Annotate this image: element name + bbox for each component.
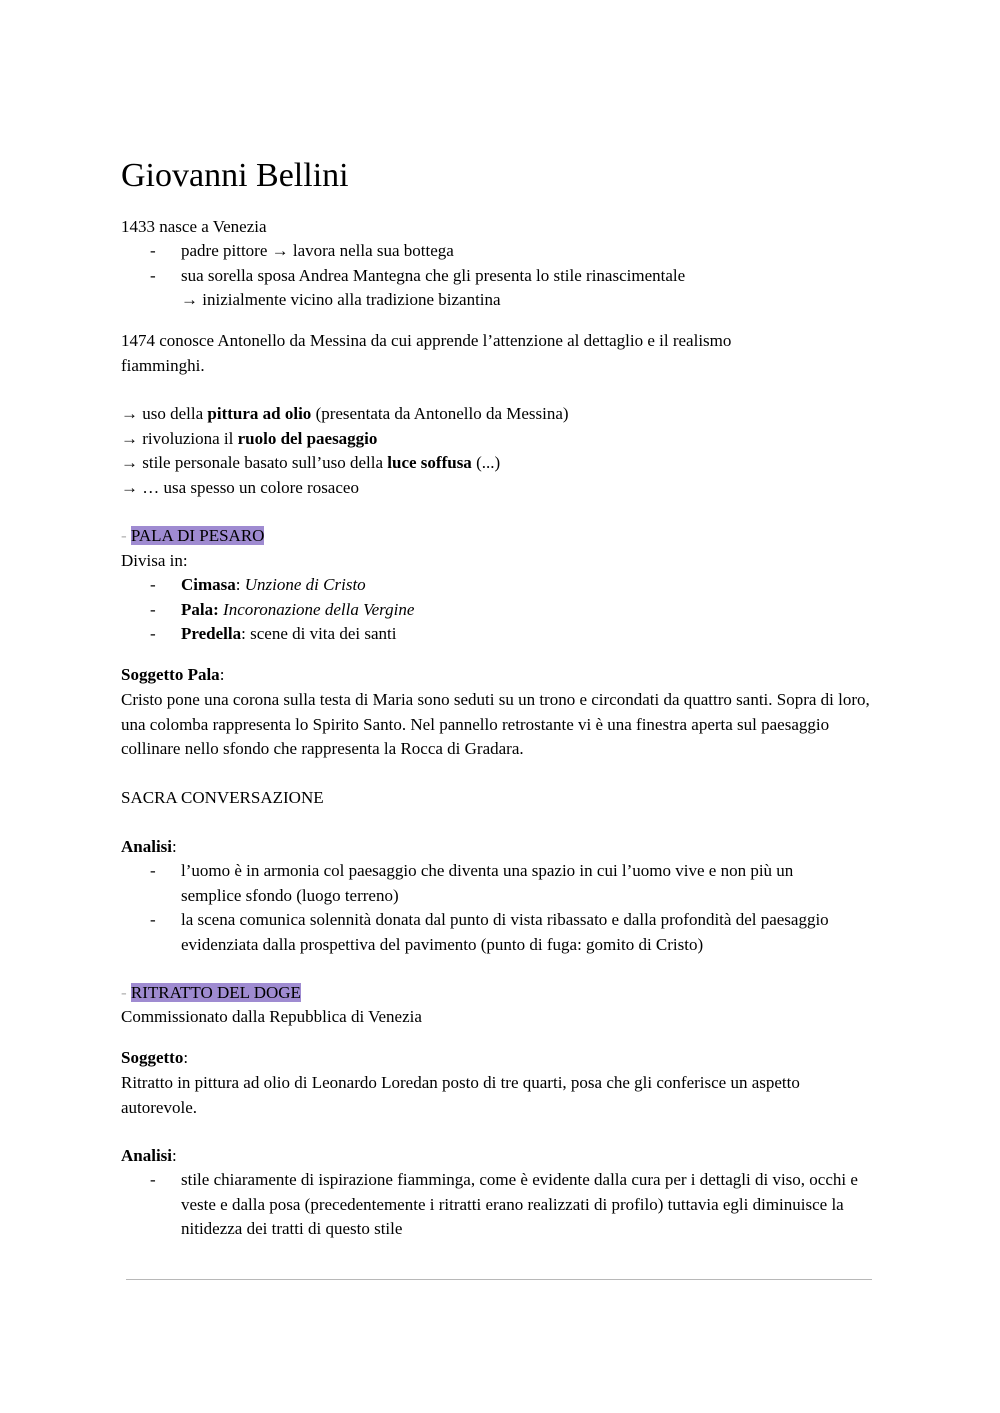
section-heading-pala [121, 524, 264, 549]
arrow-line [121, 402, 569, 427]
bullet-dash: - [150, 600, 156, 619]
list-item-continuation [121, 288, 881, 313]
list-item [121, 908, 856, 957]
list-item-text: la scena comunica solennità donata dal punto di vista ribassato e dalla profondità del paesaggio evidenziata dalla prospettiva del pavimento (punto di fuga: gomito di Cristo) [181, 910, 829, 954]
arrow-line [121, 427, 377, 452]
list-item [121, 622, 881, 647]
heading-dash: - [121, 983, 127, 1002]
soggetto-label-line [121, 1046, 188, 1071]
analisi-label-line [121, 1144, 177, 1169]
list-item [121, 239, 881, 264]
label-colon: : [172, 1146, 177, 1165]
analisi-label: Analisi [121, 837, 173, 856]
bullet-dash: - [150, 861, 156, 880]
bullet-dash: - [150, 241, 156, 260]
sacra-conversazione: SACRA CONVERSAZIONE [121, 788, 324, 807]
arrow-text: (...) [471, 453, 501, 472]
list-item [121, 859, 856, 908]
section-heading-text: PALA DI PESARO [130, 526, 265, 545]
part-separator: : [235, 575, 245, 594]
arrow-line [121, 451, 500, 476]
soggetto-paragraph: Cristo pone una corona sulla testa di Maria sono seduti su un trono e circondati da quattro santi. Sopra di loro, una colomba rappresenta lo Spirito Santo. Nel pannello retrostante vi è una finestra aperta sul paesaggio collinare nello sfondo che rappresenta la Rocca di Gradara. [121, 690, 870, 758]
part-name: Cimasa [181, 575, 236, 594]
list-item-text: sua sorella sposa Andrea Mantegna che gli presenta lo stile rinascimentale [181, 266, 686, 285]
arrow-line [121, 476, 359, 501]
part-title: Unzione di Cristo [244, 575, 366, 594]
analisi-label-line [121, 835, 177, 860]
arrow-text: → rivoluziona il [121, 429, 238, 448]
bullet-dash: - [150, 624, 156, 643]
arrow-bold-text: luce soffusa [387, 453, 472, 472]
bullet-dash: - [150, 575, 156, 594]
bullet-dash: - [150, 266, 156, 285]
list-item [121, 264, 881, 289]
horizontal-rule [126, 1279, 872, 1280]
part-title: Incoronazione della Vergine [223, 600, 415, 619]
part-name: Predella [181, 624, 242, 643]
bullet-dash: - [150, 1170, 156, 1189]
arrow-bold-text: ruolo del paesaggio [237, 429, 378, 448]
arrow-text: → uso della [121, 404, 208, 423]
list-item-text: padre pittore → lavora nella sua bottega [181, 241, 454, 260]
label-colon: : [183, 1048, 189, 1067]
part-separator: : [241, 624, 251, 643]
page-title: Giovanni Bellini [121, 157, 349, 194]
part-description: scene di vita dei santi [250, 624, 397, 643]
birth-line: 1433 nasce a Venezia [121, 217, 267, 236]
antonello-paragraph: 1474 conosce Antonello da Messina da cui apprende l’attenzione al dettaglio e il realismo fiamminghi. [121, 331, 732, 375]
label-colon: : [219, 665, 225, 684]
soggetto-paragraph: Ritratto in pittura ad olio di Leonardo Loredan posto di tre quarti, posa che gli conferisce un aspetto autorevole. [121, 1073, 800, 1117]
analisi-label: Analisi [121, 1146, 173, 1165]
arrow-bold-text: pittura ad olio [207, 404, 312, 423]
arrow-text: → stile personale basato sull’uso della [121, 453, 388, 472]
commissionato-line: Commissionato dalla Repubblica di Venezia [121, 1007, 422, 1026]
part-name: Pala: [181, 600, 219, 619]
arrow-text: (presentata da Antonello da Messina) [311, 404, 569, 423]
list-item-text: l’uomo è in armonia col paesaggio che diventa una spazio in cui l’uomo vive e non più un semplice sfondo (luogo terreno) [181, 861, 794, 905]
list-item-text [181, 598, 881, 623]
soggetto-label-line [121, 663, 224, 688]
arrow-text: → … usa spesso un colore rosaceo [121, 478, 359, 497]
list-item-text [181, 573, 881, 598]
list-item-text: → inizialmente vicino alla tradizione bizantina [181, 290, 501, 309]
section-heading-doge [121, 981, 301, 1006]
list-item-text: stile chiaramente di ispirazione fiamminga, come è evidente dalla cura per i dettagli di viso, occhi e veste e dalla posa (precedentemente i ritratti erano realizzati di profilo) tuttavia egli diminuisce la nitidezza dei tratti di questo stile [181, 1170, 858, 1238]
heading-dash: - [121, 526, 127, 545]
list-item [121, 573, 881, 598]
divisa-line: Divisa in: [121, 551, 188, 570]
label-colon: : [172, 837, 177, 856]
list-item-text [181, 622, 881, 647]
section-heading-text: RITRATTO DEL DOGE [130, 983, 301, 1002]
bullet-dash: - [150, 910, 156, 929]
list-item [121, 598, 881, 623]
list-item [121, 1168, 866, 1242]
soggetto-label: Soggetto [121, 1048, 184, 1067]
soggetto-label: Soggetto Pala [121, 665, 220, 684]
